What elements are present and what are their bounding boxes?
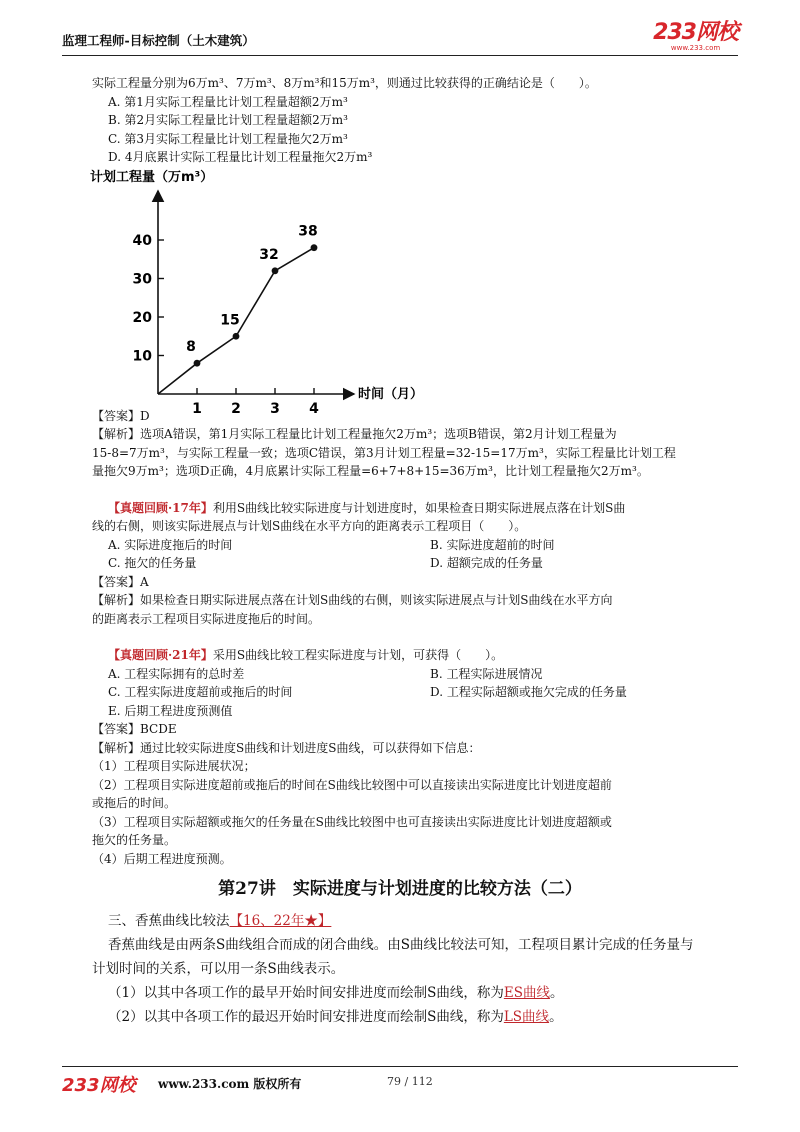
ls-curve-link[interactable]: LS曲线 — [503, 1009, 550, 1025]
data-point-1 — [194, 359, 201, 366]
lecture-title: 第27讲 实际进度与计划进度的比较方法（二） — [218, 879, 582, 899]
y-tick-label-10: 10 — [132, 348, 152, 364]
q2-answer: 【答案】A — [92, 574, 149, 589]
x-tick-label-1: 1 — [192, 400, 202, 417]
q2-option-b: B. 实际进度超前的时间 — [430, 537, 555, 552]
q2-option-d: D. 超额完成的任务量 — [430, 556, 543, 570]
banana-para-line-1: 香蕉曲线是由两条S曲线组合而成的闭合曲线。由S曲线比较法可知，工程项目累计完成的任务量与 — [108, 937, 694, 953]
q3-tag: 【真题回顾·21年】 — [108, 648, 213, 662]
y-tick-label-40: 40 — [132, 232, 152, 249]
chart-y-label: 计划工程量（万m³） — [90, 169, 214, 185]
logo-text: 233网校 — [653, 20, 738, 45]
footer-logo[interactable]: 233网校 — [62, 1075, 136, 1096]
es-curve-suffix: 。 — [549, 985, 564, 1001]
q3-analysis-line-1: 【解析】通过比较实际进度S曲线和计划进度S曲线，可以获得如下信息： — [92, 740, 481, 755]
data-point-4 — [311, 244, 318, 251]
chart-x-label: 时间（月） — [358, 386, 424, 402]
brand-logo[interactable] — [653, 22, 738, 52]
main-content — [92, 74, 752, 868]
q3-analysis-line-2: （1）工程项目实际进展状况； — [92, 759, 256, 773]
document-title: 监理工程师-目标控制（土木建筑） — [62, 33, 255, 48]
q3-options-row-2 — [92, 683, 752, 702]
y-tick-label-20: 20 — [132, 309, 152, 326]
q2-stem-text: 利用S曲线比较实际进度与计划进度时，如果检查日期实际进展点落在计划S曲 — [212, 500, 626, 515]
page-header — [62, 22, 738, 56]
q3-analysis-line-4: 或拖后的时间。 — [92, 796, 177, 810]
q3-options-row-1 — [92, 665, 752, 684]
q3-option-c: C. 工程实际进度超前或拖后的时间 — [108, 685, 293, 699]
lecture-body — [92, 909, 748, 1029]
q1-option-b: B. 第2月实际工程量比计划工程量超额2万m³ — [108, 113, 348, 127]
banana-para-line-2: 计划时间的关系，可以用一条S曲线表示。 — [92, 961, 345, 977]
ls-curve-item — [92, 1005, 748, 1029]
q3-option-e: E. 后期工程进度预测值 — [108, 703, 233, 718]
q3-option-d: D. 工程实际超额或拖欠完成的任务量 — [430, 685, 627, 699]
subsection-title: 三、香蕉曲线比较法 — [108, 913, 230, 929]
q1-answer: 【答案】D — [92, 408, 150, 423]
data-label-15: 15 — [220, 311, 240, 328]
q3-stem — [92, 646, 752, 665]
q3-analysis-line-3: （2）工程项目实际进度超前或拖后的时间在S曲线比较图中可以直接读出实际进度比计划进度超前 — [92, 777, 612, 792]
q2-stem-line-1 — [92, 499, 752, 518]
question-1-stem: 实际工程量分别为6万m³、7万m³、8万m³和15万m³，则通过比较获得的正确结论是（ ）。 — [92, 76, 597, 90]
q2-analysis-line-2: 的距离表示工程项目实际进度拖后的时间。 — [92, 611, 321, 626]
q1-option-c: C. 第3月实际工程量比计划工程量拖欠2万m³ — [108, 131, 348, 146]
x-tick-label-3: 3 — [270, 400, 280, 417]
subsection-heading — [92, 909, 748, 933]
es-curve-text: （1）以其中各项工作的最早开始时间安排进度而绘制S曲线，称为 — [108, 985, 504, 1001]
subsection-years-tag[interactable]: 【16、22年★】 — [229, 913, 332, 929]
q2-options-row-1 — [92, 536, 752, 555]
es-curve-item — [92, 981, 748, 1005]
ls-curve-text: （2）以其中各项工作的最迟开始时间安排进度而绘制S曲线，称为 — [108, 1009, 504, 1025]
q2-tag: 【真题回顾·17年】 — [108, 500, 213, 515]
data-point-2 — [233, 332, 240, 339]
q3-stem-text: 采用S曲线比较工程实际进度与计划，可获得（ ）。 — [212, 648, 504, 662]
q3-analysis-line-5: （3）工程项目实际超额或拖欠的任务量在S曲线比较图中也可直接读出实际进度比计划进度超额或 — [92, 814, 612, 829]
q2-options-row-2 — [92, 554, 752, 573]
ls-curve-suffix: 。 — [549, 1009, 563, 1025]
q2-stem-line-2: 线的右侧，则该实际进展点与计划S曲线在水平方向的距离表示工程项目（ ）。 — [92, 519, 527, 533]
y-tick-label-30: 30 — [132, 271, 152, 287]
data-point-3 — [272, 267, 279, 274]
footer-copyright: www.233.com 版权所有 — [158, 1077, 302, 1091]
x-tick-label-4: 4 — [309, 400, 319, 417]
q1-option-a: A. 第1月实际工程量比计划工程量超额2万m³ — [108, 94, 348, 109]
q1-analysis-line-1: 【解析】选项A错误，第1月实际工程量比计划工程量拖欠2万m³；选项B错误，第2月计划工程量为 — [92, 427, 617, 441]
q2-option-a: A. 实际进度拖后的时间 — [108, 537, 233, 552]
data-label-8: 8 — [186, 338, 196, 355]
q1-analysis-line-3: 量拖欠9万m³；选项D正确，4月底累计实际工程量=6+7+8+15=36万m³，比计划工程量拖欠2万m³。 — [92, 464, 649, 478]
page-number: 79 / 112 — [387, 1075, 433, 1088]
q3-answer: 【答案】BCDE — [92, 722, 177, 736]
q1-option-d: D. 4月底累计实际工程量比计划工程量拖欠2万m³ — [108, 150, 373, 164]
q2-option-c: C. 拖欠的任务量 — [108, 556, 197, 570]
q3-analysis-line-7: （4）后期工程进度预测。 — [92, 851, 232, 866]
es-curve-link[interactable]: ES曲线 — [503, 985, 550, 1001]
x-tick-label-2: 2 — [231, 400, 241, 417]
data-label-32: 32 — [259, 246, 279, 263]
q3-option-a: A. 工程实际拥有的总时差 — [108, 666, 245, 681]
page-footer — [62, 1066, 738, 1096]
data-label-38: 38 — [298, 223, 318, 240]
q1-analysis-line-2: 15-8=7万m³，与实际工程量一致；选项C错误，第3月计划工程量=32-15=17万m³，实际工程量比计划工程 — [92, 445, 676, 460]
q2-analysis-line-1: 【解析】如果检查日期实际进展点落在计划S曲线的右侧，则该实际进展点与计划S曲线在水平方向 — [92, 593, 613, 607]
q3-analysis-line-6: 拖欠的任务量。 — [92, 833, 177, 847]
q3-option-b: B. 工程实际进展情况 — [430, 666, 543, 681]
logo-url: www.233.com — [670, 44, 721, 52]
